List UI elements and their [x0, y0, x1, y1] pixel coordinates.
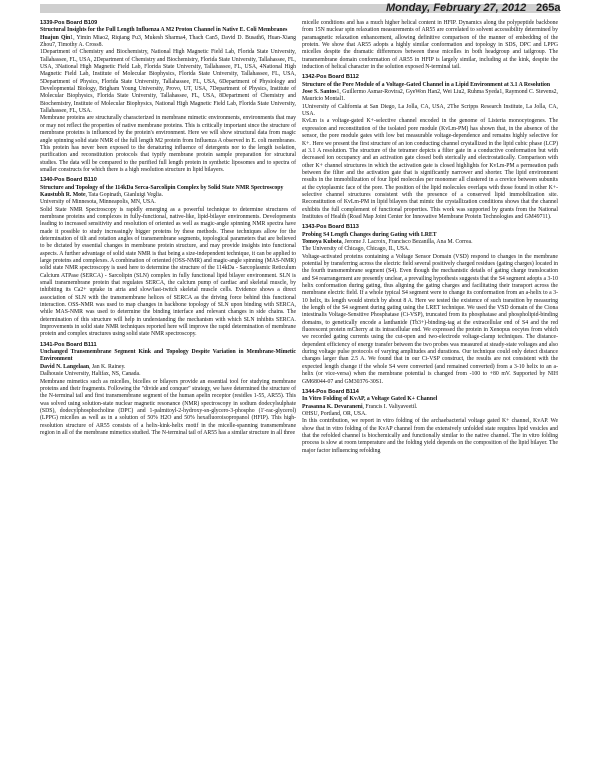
- lead-author: Tomoya Kubota: [302, 238, 342, 245]
- affiliations: University of Minnesota, Minneapolis, MN, USA.: [40, 199, 156, 206]
- abstract-body: Membrane mimetics such as micelles, bicelles or bilayers provide an essential tool for studying membrane proteins and their fragments. Following the "divide and conquer" strategy, we have determined the structure of the N-terminal tail and first transmembrane segment of the human apelin receptor (residles 1-55, AR55). This was solved using solution-state nuclear magnetic resonance (NMR) spectroscopy in sodium dodecylsulphate (SDS), dodecylphosphocholine (DPC) and 1-palmitoyl-2-hydroxy-sn-glycero-3-phospho (1'-rac-glycerol) (LPPG) micelles as well as in a solution of 50% H2O and 50% hexafluoroisopropanol (HFIP). This high-resolution structure of AR55 consists of a helix-kink-helix motif in the micelle-spanning transmembrane region in all of the membrane mimetics studied. The N-terminal tail of AR55 has a similar structure in all three: [40, 378, 296, 436]
- co-authors: , Tata Gopinath, Gianluigi Veglia.: [85, 191, 164, 198]
- abstract-body: micelle conditions and has a much higher helical content in HFIP. Dynamics along the polypeptide backbone from 15N nuclear spin relaxation measurements of AR55 are correlated to solvent accessibility determined by paramagnetic relaxation enhancement, allowing definitive comparison of the manner of embedding of the protein. We show that AR55 adopts a highly similar conformation and topology in SDS, DPC and LPPG micelles despite the dramatic differences between these micelles in both headgroup and tailgroup. The transmembrane domain conformation of AR55 in HFIP is largely similar, including at the kink, despite the induction of helical character in the solution exposed N-terminal tail.: [302, 20, 558, 71]
- author-list: [302, 404, 558, 411]
- abstract: [302, 224, 558, 386]
- abstract-body: Solid State NMR Spectroscopy is rapidly emerging as a powerful technique to determine structures of membrane proteins and complexes in fully-functional, native-like, lipid-bilayer environments. Developments leading to increased sensitivity and resolution of oriented as well as magic-angle spinning NMR spectra have made it possible to study increasingly bigger proteins by these methods. These techniques allow for the determination of tilt and rotation angles of transmembrane segments, topological parameters that are believed to be dictated by essential changes in membrane protein structure, and may provide insights into functional aspects. A further advantage of solid state NMR is that being a size-independent technique, it can be applied to large proteins and complexes. A combination of oriented (OSS-NMR) and magic-angle spinning (MAS-NMR) solid state NMR spectroscopy is used here to determine the structure of the 114kDa - Sarcoplasmic Reticulum Calcium ATPase (SERCA) - Sarcolipin (SLN) complex in fully functional lipid bilayer environment. SLN is small transmembrane protein that regulates SERCA, the calcium pump of cardiac and skeletal muscle, by inhibiting its Ca2+ uptake in atria and slow/fast-twitch skeletal muscle cells. Evidence shows a direct association of SLN with the transmembrane helices of SERCA as the driving force behind this functional interaction. OSS-NMR was used to map changes in backbone topology of SLN upon binding with SERCA, while MAS-NMR was used to determine the binding interface and relevant changes in side chains. The determination of this structure will help in understanding the mechanism with which SLN inhibits SERCA. Improvements in solid state NMR techniques reported here will improve the rapid determination of membrane protein and complex structures using solid state NMR spectroscopy.: [40, 206, 296, 338]
- abstract: [302, 74, 558, 221]
- abstract-number: 1342-Pos Board B112: [302, 74, 359, 81]
- abstract-number: 1339-Pos Board B109: [40, 20, 98, 26]
- co-authors: 1, Guillermo Asmar-Rovira2, GyeWon Han2, Wei Liu2, Ruhma Syeda1, Raymond C. Stevens2, Mauricio Montal1.: [302, 89, 558, 103]
- affiliations: 1Department of Chemistry and Biochemistry, National High Magnetic Field Lab, Florida State University, Tallahassee, FL, USA, 2Department of Chemistry and Biochemistry, Florida State University, Tallahassee, FL, USA, 3National High Magnetic Field Lab, Florida State University, Tallahassee, FL, USA, 4National High Magnetic Field Lab, Institute of Molecular Biophysics, Florida State University, Tallahassee, FL, USA, 5Department of Physics, Florida State University, Tallahassee, FL, USA, 6Department of Physiology and Developmental Biology, Brigham Young University, Provo, UT, USA, 7Department of Physics, Institute of Molecular Biophysics, Florida State University, Tallahassee, FL, USA, 8Department of Chemistry and Biochemistry, Institute of Molecular Biophysics, National High Magnetic Field Lab, Florida State University, Tallahassee, FL, USA.: [40, 49, 296, 115]
- abstract: [40, 20, 296, 174]
- abstract-body: In this contribution, we report in vitro folding of the archaebacterial voltage gated K+ channel, KvAP. We show that in vitro folding of the KvAP channel from the extensively unfolded state requires lipid vesicles and that the refolded channel is biochemically and functionally similar to the native channel. The in vitro folding process is slow at room temperature and the folding yield depends on the composition of the lipid bilayer. The major factor influencing refolding: [302, 418, 558, 454]
- co-authors: , Jerome J. Lacroix, Francisco Bezanilla, Ana M. Correa.: [341, 238, 473, 245]
- abstract-title: Structure of the Pore Module of a Voltage-Gated Channel in a Lipid Environment at 3.1 A Resolution: [302, 81, 551, 88]
- affiliations: 1University of California at San Diego, La Jolla, CA, USA, 2The Scripps Research Institute, La Jolla, CA, USA.: [302, 103, 558, 118]
- co-authors: 1, Yimin Miao2, Riqiang Fu3, Mukesh Sharma4, Thach Can5, David D. Busath6, Huan-Xiang Zhou7, Timothy A. Cross8.: [40, 34, 296, 49]
- abstract-body: Membrane proteins are structurally characterized in membrane mimetic environments, environments that may or may not reflect the properties of native membrane proteins. This is critically important since the structure of membrane proteins is influenced by the protein's environment. Here we will show structural data from magic angle spinning solid state NMR of the full length M2 protein from Influenza A observed in E. coli membranes. This protein has never been exposed to the denaturing influence of detergents nor to the length isolation, purification and reconstitution protocols that typify membrane protein sample preparation for structural studies. The data will be compared to the purified full length protein in synthetic liposomes and to spectra of smaller constructs for which there is a high resolution structure in lipid bilayers.: [40, 115, 296, 173]
- co-authors: , Francis I. Valiyaveetil.: [362, 403, 418, 410]
- lead-author: Prasanna K. Devaraneni: [302, 403, 363, 410]
- affiliations: OHSU, Portland, OR, USA.: [302, 410, 367, 417]
- lead-author: David N. Langelaan: [40, 363, 90, 370]
- author-list: [302, 89, 558, 104]
- header-date: Monday, February 27, 2012: [386, 2, 527, 14]
- abstract-number: 1341-Pos Board B111: [40, 341, 97, 348]
- affiliations: The University of Chicago, Chicago, IL, USA.: [302, 246, 410, 253]
- page-number: 265a: [536, 2, 561, 14]
- abstract-body: KvLm is a voltage-gated K+-selective channel encoded in the genome of Listeria monocytogenes. The expression and reconstitution of the isolated pore module (KvLm-PM) has shown that, in the absence of the sensor, the pore module gates with low but measurable voltage-dependence and remains highly selective for K+. Here we present the first structure of an ion conducting channel crystallized in the lipid cubic phase (LCP) at 3.1 A resolution. The structure of the tetramer depicts a filter gate in a conductive conformation but with decreased ion occupancy and an activation gate closed both sterically and electrostatically. Comparison with other K+ channel structures in which the activation gate is closed highlights for KvLm-PM a permeation path between the filter and the activation gate that is significantly narrower and shorter. The lipid environment results in the immobilization of four lipid molecules per monomer all clustered in a crevice between subunits at the cytoplasmic face of the pore. The position of the lipid molecules overlaps with those found in other K+-selective channel structures consistent with the presence of a conserved lipid immobilization site. Reconstitution of KvLm-PM in lipid bilayers that mimic the crystallization conditions shows that the channel exhibits the full complement of functional properties. This work was supported by grants from the National Institutes of Health (Road Map Joint Center for Innovative Membrane Protein Technologies and GM49711).: [302, 118, 558, 220]
- abstract: [40, 342, 296, 437]
- abstract-number: 1340-Pos Board B110: [40, 177, 97, 184]
- running-header: [0, 0, 600, 16]
- lead-author: Jose S. Santos: [302, 89, 337, 96]
- abstract-title: Structure and Topology of the 114kDa Serca-Sarcolipin Complex by Solid State NMR Spectroscopy: [40, 184, 284, 191]
- affiliations: Dalhousie University, Halifax, NS, Canada.: [40, 371, 141, 378]
- abstract-title: Structural Insights for the Full Length Influenza A M2 Proton Channel in Native E. Coli Membranes: [40, 27, 288, 34]
- abstract: [302, 389, 558, 455]
- author-list: [40, 35, 296, 50]
- abstract-body: Voltage-activated proteins containing a Voltage Sensor Domain (VSD) respond to changes in the membrane potential by transferring across the electric field several positively charged residues (gating charges) located in the fourth transmembrane segment (S4). Even though the mechanistic details of gating charge translocation and S4 rearrangement are presently unclear, a prevailing hypothesis suggests that the S4 segment adopts a 3-10 helix conformation during gating, thus aligning the gating charges and facilitating their transport across the membrane electric field. If a whole typical S4 segment were to change its conformation from an a-helix to a 3-10 helix, its length would stretch by about 8 A. Here we tested the existence of such transition by measuring the length of the S4 segment during gating using the LRET technique. We used the VSD domain of the Ciona intestinalis Voltage-Sensitive Phosphatase (Ci-VSP), truncated from its phosphatase and phospholipid-binding domains, to genetically encode a lanthanide (Tb3+)-binding-tag at the extracellular end of S4 and the red fluorescent protein mCherry at its intracellular end. We expressed the protein in Xenopus oocytes from which we recorded gating currents using the cut-open and two-electrode voltage-clamp techniques. The distance-dependent efficiency of energy transfer between the two probes was measured at steady-state voltages and also during voltage pulse protocols of varying amplitudes and durations. Our technique could only detect distance changes larger than 2.5 A. We found that in our Ci-VSP construct, the results are not consistent with the expected length change if the whole S4 were converted (and remained converted) from a 3-10 helix to an a-helix (or vice-versa) when the membrane potential is changed from -100 to +80 mV. Supported by NIH GM68044-07 and GM30376-30S1.: [302, 253, 558, 385]
- abstract: [302, 20, 558, 71]
- left-column: [40, 20, 296, 440]
- co-authors: , Jan K. Rainey.: [89, 363, 126, 370]
- right-column: [302, 20, 558, 458]
- abstract-number: 1344-Pos Board B114: [302, 388, 359, 395]
- abstract-title: In Vitro Folding of KvAP, a Voltage Gated K+ Channel: [302, 396, 438, 403]
- abstract: [40, 177, 296, 339]
- abstract-title: Probing S4 Length Changes during Gating with LRET: [302, 231, 437, 238]
- lead-author: Kaustubh R. Mote: [40, 191, 86, 198]
- abstract-number: 1343-Pos Board B113: [302, 224, 359, 231]
- abstract-title: Unchanged Transmembrane Segment Kink and Topology Despite Variation in Membrane-Mimetic Environment: [40, 349, 296, 363]
- lead-author: Huajun Qin: [40, 34, 71, 41]
